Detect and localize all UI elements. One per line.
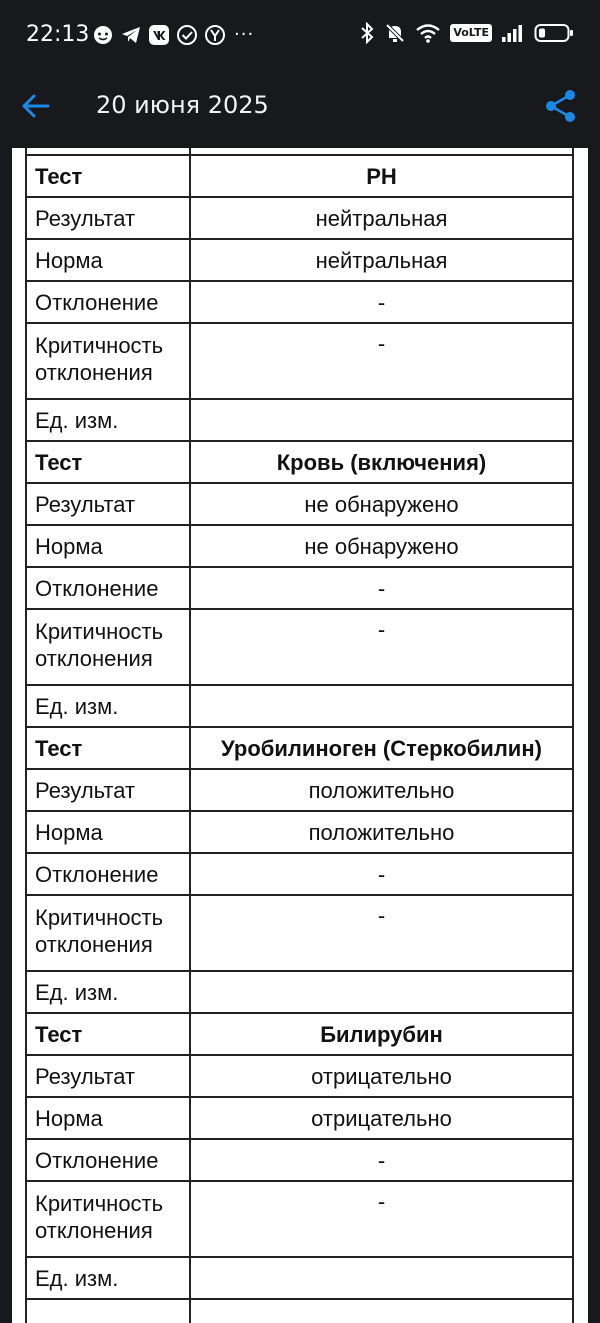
table-row (26, 1097, 573, 1139)
row-label: Тест (26, 441, 190, 483)
row-value: - (190, 323, 573, 399)
row-label: Тест (26, 1013, 190, 1055)
system-icons (359, 22, 574, 44)
notification-icons (92, 24, 254, 46)
row-value: нейтральная (190, 239, 573, 281)
results-table-body (26, 155, 573, 1323)
row-value (190, 685, 573, 727)
row-value: - (190, 1181, 573, 1257)
vk-icon (148, 24, 170, 46)
row-label: Результат (26, 1055, 190, 1097)
row-label: Критичность отклонения (26, 1181, 190, 1257)
row-value: положительно (190, 769, 573, 811)
status-time: 22:13 (26, 22, 90, 47)
row-value (190, 399, 573, 441)
row-label: Отклонение (26, 1139, 190, 1181)
table-row (26, 895, 573, 971)
row-value: - (190, 609, 573, 685)
row-value: - (190, 1139, 573, 1181)
table-row (26, 811, 573, 853)
row-label: Норма (26, 239, 190, 281)
test-header-row (26, 155, 573, 197)
app-bar (0, 70, 600, 148)
table-row (26, 483, 573, 525)
row-value (190, 1257, 573, 1299)
row-label: Результат (26, 197, 190, 239)
battery-icon (534, 22, 574, 44)
table-row (26, 1055, 573, 1097)
share-icon[interactable] (544, 88, 578, 124)
results-table (25, 154, 574, 1323)
row-label: Норма (26, 1097, 190, 1139)
table-row (26, 1257, 573, 1299)
row-value (190, 971, 573, 1013)
row-label: Тест (26, 155, 190, 197)
table-row (26, 971, 573, 1013)
row-label: Ед. изм. (26, 399, 190, 441)
row-label: Ед. изм. (26, 1257, 190, 1299)
table-row (26, 239, 573, 281)
row-label: Отклонение (26, 853, 190, 895)
row-label: Результат (26, 769, 190, 811)
table-row (26, 281, 573, 323)
row-value: не обнаружено (190, 483, 573, 525)
table-row (26, 1181, 573, 1257)
bell-off-icon (384, 22, 406, 44)
report-content (12, 148, 588, 1323)
row-label (26, 1299, 190, 1323)
row-value: нейтральная (190, 197, 573, 239)
row-value: - (190, 853, 573, 895)
row-label: Норма (26, 811, 190, 853)
table-row (26, 567, 573, 609)
test-header-row (26, 1013, 573, 1055)
wifi-icon (415, 22, 441, 44)
test-header-row (26, 727, 573, 769)
yandex-icon (204, 24, 226, 46)
page-title: 20 июня 2025 (96, 91, 269, 119)
row-label: Тест (26, 727, 190, 769)
row-label: Критичность отклонения (26, 609, 190, 685)
row-label: Ед. изм. (26, 971, 190, 1013)
row-value: Билирубин (190, 1013, 573, 1055)
row-value: не обнаружено (190, 525, 573, 567)
chat-bubble-icon (92, 24, 114, 46)
row-value: Уробилиноген (Стеркобилин) (190, 727, 573, 769)
row-value: Кровь (включения) (190, 441, 573, 483)
row-value: PH (190, 155, 573, 197)
row-value: положительно (190, 811, 573, 853)
table-row (26, 1139, 573, 1181)
row-label: Критичность отклонения (26, 323, 190, 399)
back-arrow-icon[interactable] (18, 88, 54, 124)
table-row (26, 853, 573, 895)
table-row (26, 609, 573, 685)
bluetooth-icon (359, 22, 375, 44)
row-label: Результат (26, 483, 190, 525)
row-value: - (190, 567, 573, 609)
row-label: Ед. изм. (26, 685, 190, 727)
row-value: отрицательно (190, 1055, 573, 1097)
row-value: отрицательно (190, 1097, 573, 1139)
volte-icon: VoLTE (450, 24, 492, 42)
row-label: Отклонение (26, 281, 190, 323)
signal-icon (501, 22, 525, 44)
table-row (26, 323, 573, 399)
row-label: Отклонение (26, 567, 190, 609)
table-row (26, 399, 573, 441)
table-row (26, 525, 573, 567)
row-value: - (190, 281, 573, 323)
check-circle-icon (176, 24, 198, 46)
table-row (26, 197, 573, 239)
row-value (190, 1299, 573, 1323)
status-bar (0, 0, 600, 70)
table-row (26, 769, 573, 811)
table-row (26, 1299, 573, 1323)
row-label: Норма (26, 525, 190, 567)
table-row (26, 685, 573, 727)
telegram-icon (120, 24, 142, 46)
more-notifications-icon: ··· (234, 24, 255, 45)
row-label: Критичность отклонения (26, 895, 190, 971)
row-value: - (190, 895, 573, 971)
test-header-row (26, 441, 573, 483)
